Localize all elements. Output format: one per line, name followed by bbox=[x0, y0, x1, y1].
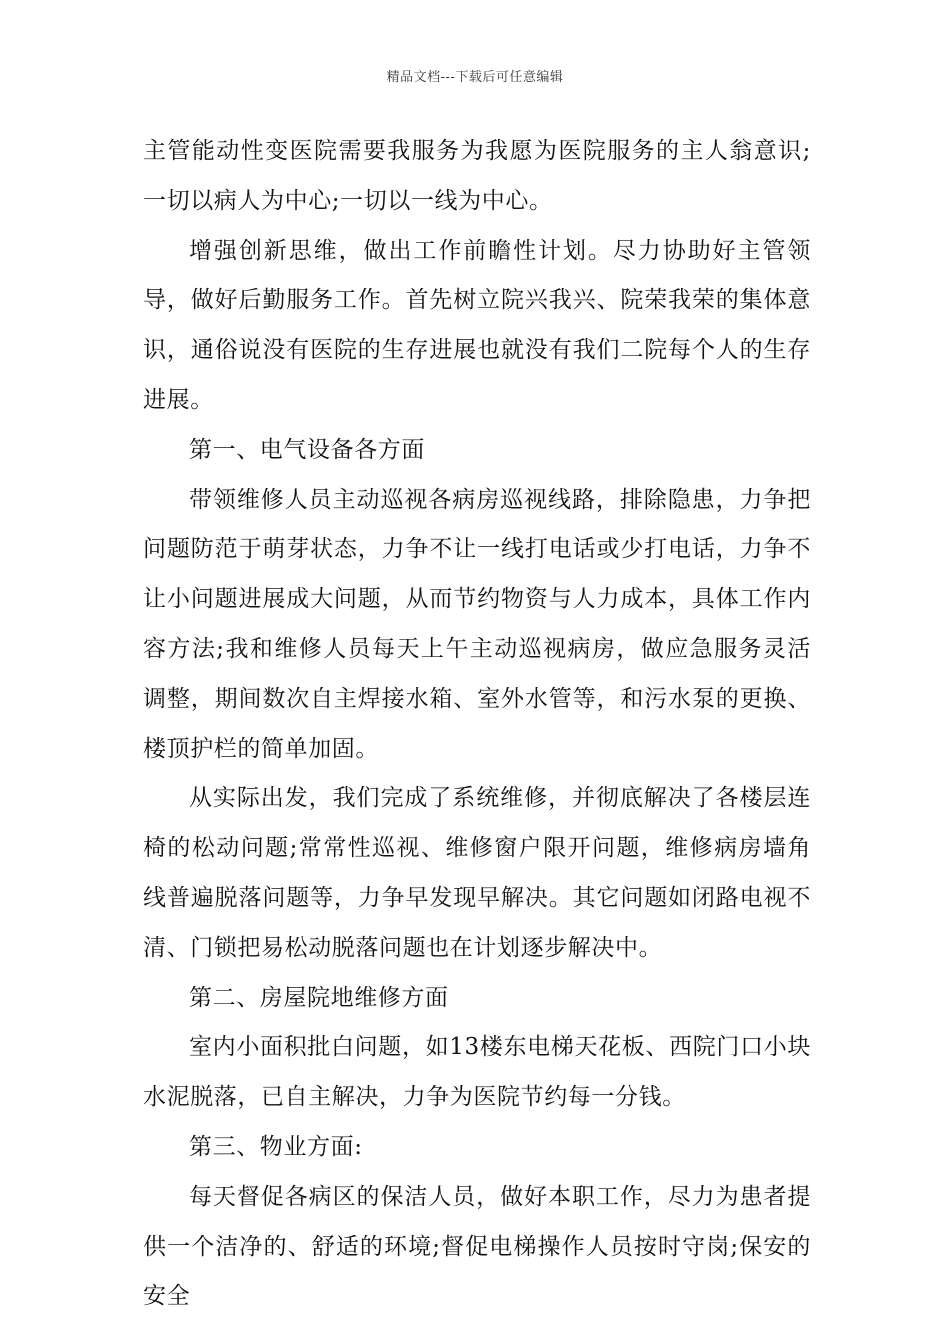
paragraph: 增强创新思维，做出工作前瞻性计划。尽力协助好主管领导，做好后勤服务工作。首先树立院兴我兴、院荣我荣的集体意识，通俗说没有医院的生存进展也就没有我们二院每个人的生存进展。 bbox=[143, 237, 811, 413]
section-heading: 第三、物业方面: bbox=[189, 1133, 363, 1160]
document-body bbox=[143, 127, 811, 1322]
paragraph: 每天督促各病区的保洁人员，做好本职工作，尽力为患者提供一个洁净的、舒适的环境;督促电梯操作人员按时守岗;保安的安全 bbox=[143, 1183, 811, 1310]
paragraph: 带领维修人员主动巡视各病房巡视线路，排除隐患，力争把问题防范于萌芽状态，力争不让一线打电话或少打电话，力争不让小问题进展成大问题，从而节约物资与人力成本，具体工作内容方法;我和维修人员每天上午主动巡视病房，做应急服务灵活调整，期间数次自主焊接水箱、室外水管等，和污水泵的更换、楼顶护栏的简单加固。 bbox=[143, 486, 811, 762]
section-heading: 第二、房屋院地维修方面 bbox=[189, 984, 449, 1011]
paragraph: 主管能动性变医院需要我服务为我愿为医院服务的主人翁意识;一切以病人为中心;一切以一线为中心。 bbox=[143, 138, 811, 214]
paragraph: 从实际出发，我们完成了系统维修，并彻底解决了各楼层连椅的松动问题;常常性巡视、维修窗户限开问题，维修病房墙角线普遍脱落问题等，力争早发现早解决。其它问题如闭路电视不清、门锁把易松动脱落问题也在计划逐步解决中。 bbox=[143, 785, 811, 961]
paragraph: 室内小面积批白问题，如13楼东电梯天花板、西院门口小块水泥脱落，已自主解决，力争为医院节约每一分钱。 bbox=[143, 1034, 811, 1111]
section-heading: 第一、电气设备各方面 bbox=[189, 436, 425, 463]
page-header: 精品文档---下载后可任意编辑 bbox=[386, 70, 564, 85]
